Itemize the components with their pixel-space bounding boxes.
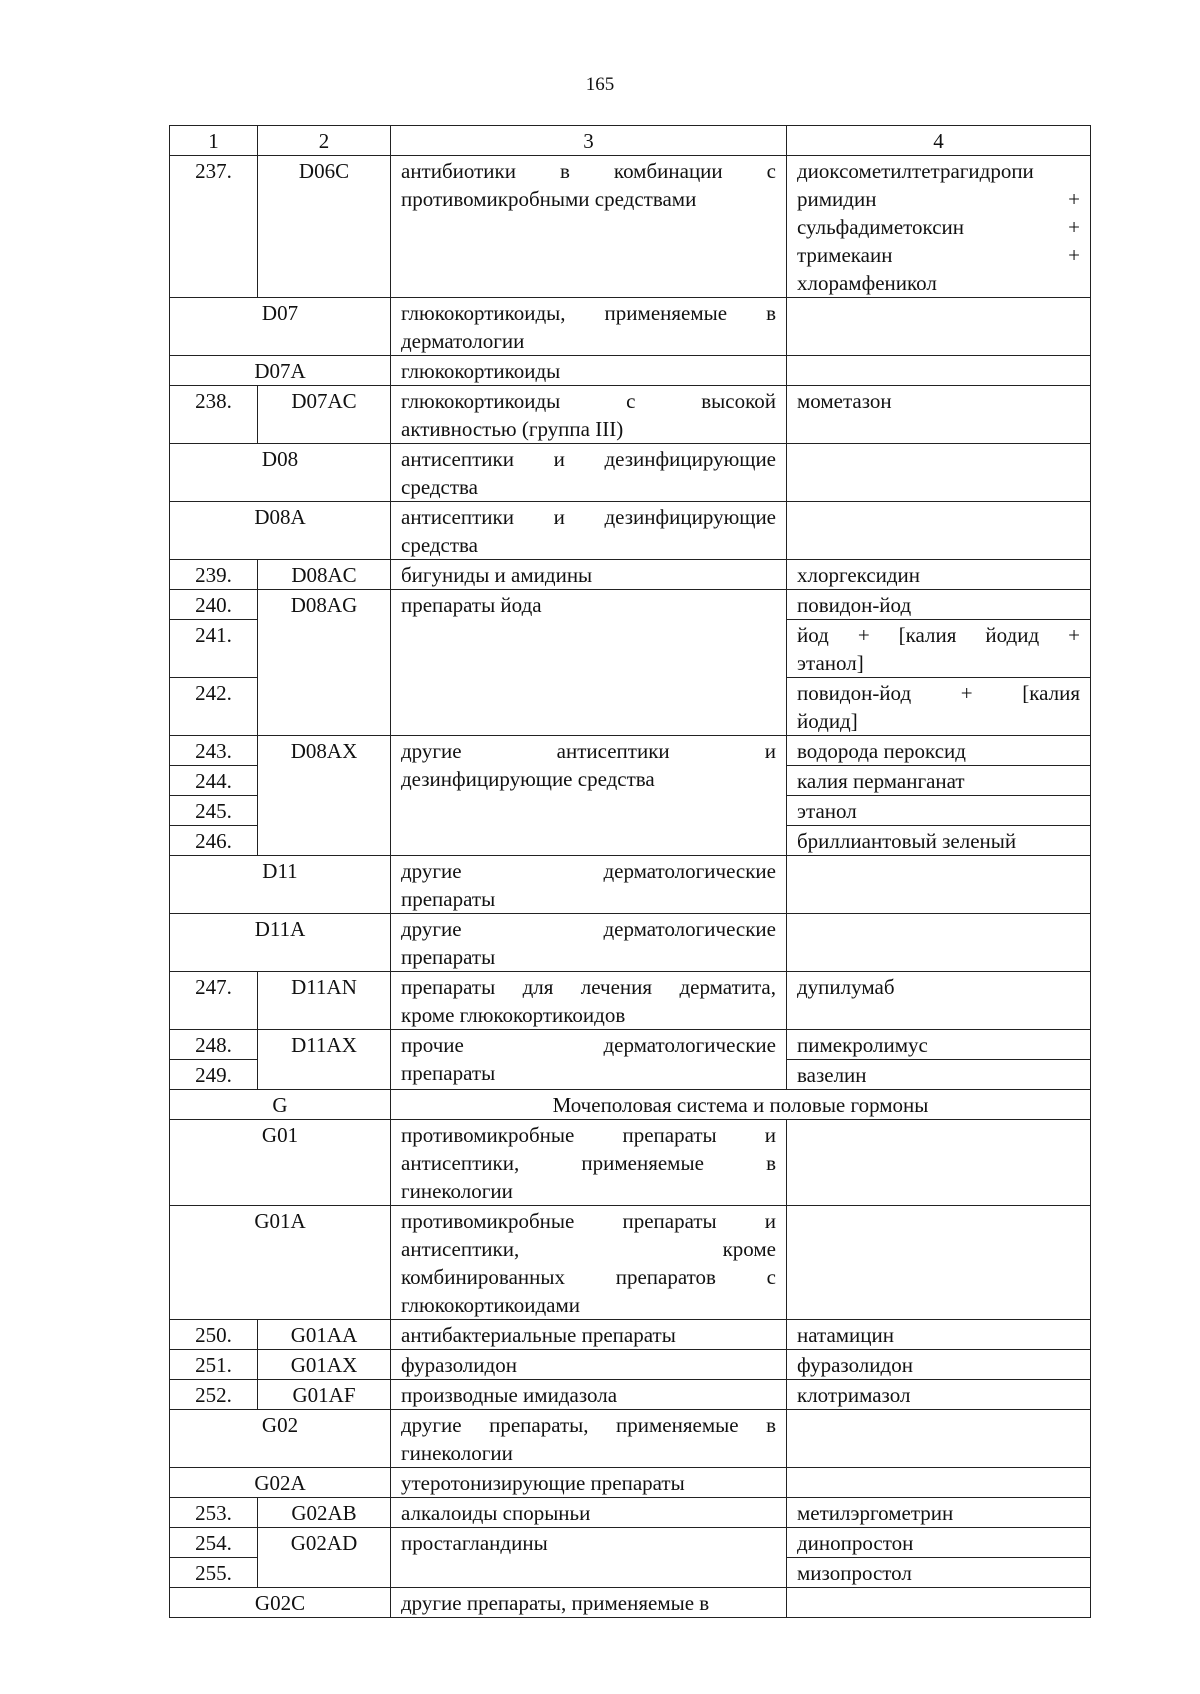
drug-name-line: римидин + xyxy=(797,187,1080,211)
table-header-row xyxy=(170,126,1091,156)
drug-name-line: йод + [калия йодид + xyxy=(797,623,1080,647)
group-code: D08A xyxy=(170,502,391,560)
drug-name xyxy=(787,678,1091,736)
description-line: другие антисептики и xyxy=(401,739,776,763)
row-number: 239. xyxy=(170,560,258,590)
empty-drug-cell xyxy=(787,356,1091,386)
group-row xyxy=(170,1410,1091,1468)
atc-description xyxy=(391,1350,787,1380)
drug-name xyxy=(787,1350,1091,1380)
description-line: препараты для лечения дерматита, xyxy=(401,975,776,999)
empty-drug-cell xyxy=(787,1588,1091,1618)
group-code: G02 xyxy=(170,1410,391,1468)
atc-code: D08AG xyxy=(258,590,391,736)
group-description xyxy=(391,444,787,502)
row-number: 242. xyxy=(170,678,258,736)
drug-name xyxy=(787,1528,1091,1558)
section-row xyxy=(170,1090,1091,1120)
description-line: другие препараты, применяемые в xyxy=(401,1413,776,1437)
description-line: фуразолидон xyxy=(401,1353,517,1377)
atc-description xyxy=(391,560,787,590)
table-body xyxy=(170,126,1091,1618)
row-number: 241. xyxy=(170,620,258,678)
drug-name-line: мометазон xyxy=(797,389,892,413)
drug-name-line: пимекролимус xyxy=(797,1033,928,1057)
description-line: антисептики и дезинфицирующие xyxy=(401,447,776,471)
description-line: прочие дерматологические xyxy=(401,1033,776,1057)
table-row xyxy=(170,1498,1091,1528)
group-row xyxy=(170,856,1091,914)
description-line: другие дерматологические xyxy=(401,859,776,883)
drug-name xyxy=(787,972,1091,1030)
atc-description xyxy=(391,736,787,856)
empty-drug-cell xyxy=(787,444,1091,502)
drug-name xyxy=(787,386,1091,444)
row-number: 252. xyxy=(170,1380,258,1410)
description-line: противомикробные препараты и xyxy=(401,1209,776,1233)
empty-drug-cell xyxy=(787,502,1091,560)
atc-code: G02AB xyxy=(258,1498,391,1528)
drug-name xyxy=(787,560,1091,590)
section-code: G xyxy=(170,1090,391,1120)
description-line: простагландины xyxy=(401,1531,548,1555)
group-row xyxy=(170,1588,1091,1618)
row-number: 253. xyxy=(170,1498,258,1528)
group-row xyxy=(170,914,1091,972)
drug-name-line: натамицин xyxy=(797,1323,895,1347)
atc-code: G01AA xyxy=(258,1320,391,1350)
page-number: 165 xyxy=(585,74,615,95)
row-number: 246. xyxy=(170,826,258,856)
drug-name-line: водорода пероксид xyxy=(797,739,966,763)
table-row xyxy=(170,590,1091,620)
table-row xyxy=(170,1380,1091,1410)
description-line: глюкокортикоидами xyxy=(401,1293,581,1317)
group-row xyxy=(170,502,1091,560)
row-number: 240. xyxy=(170,590,258,620)
description-line: алкалоиды спорыньи xyxy=(401,1501,591,1525)
drug-name xyxy=(787,1380,1091,1410)
group-description xyxy=(391,914,787,972)
drug-name-line: повидон-йод xyxy=(797,593,912,617)
atc-description xyxy=(391,1528,787,1588)
atc-code: G01AX xyxy=(258,1350,391,1380)
drug-name xyxy=(787,796,1091,826)
atc-code: D08AX xyxy=(258,736,391,856)
atc-description xyxy=(391,590,787,736)
drug-name-line: калия перманганат xyxy=(797,769,965,793)
drug-name xyxy=(787,766,1091,796)
drug-name-line: дупилумаб xyxy=(797,975,895,999)
row-number: 245. xyxy=(170,796,258,826)
drug-name-line: тримекаин + xyxy=(797,243,1080,267)
group-code: G01A xyxy=(170,1206,391,1320)
atc-code: G02AD xyxy=(258,1528,391,1588)
table-row xyxy=(170,386,1091,444)
description-line: противомикробными средствами xyxy=(401,187,697,211)
section-title: Мочеполовая система и половые гормоны xyxy=(391,1090,1091,1120)
group-code: G01 xyxy=(170,1120,391,1206)
atc-description xyxy=(391,972,787,1030)
row-number: 247. xyxy=(170,972,258,1030)
drug-name xyxy=(787,590,1091,620)
drug-name-line: сульфадиметоксин + xyxy=(797,215,1080,239)
group-description xyxy=(391,356,787,386)
drug-name-line: вазелин xyxy=(797,1063,867,1087)
drug-name-line: фуразолидон xyxy=(797,1353,913,1377)
drug-name xyxy=(787,736,1091,766)
description-line: антибиотики в комбинации с xyxy=(401,159,776,183)
row-number: 244. xyxy=(170,766,258,796)
group-row xyxy=(170,1468,1091,1498)
drug-name xyxy=(787,1060,1091,1090)
group-description xyxy=(391,856,787,914)
group-code: G02A xyxy=(170,1468,391,1498)
group-code: D11A xyxy=(170,914,391,972)
group-code: D07A xyxy=(170,356,391,386)
atc-description xyxy=(391,1320,787,1350)
drug-name-line: этанол xyxy=(797,799,857,823)
atc-description xyxy=(391,1030,787,1090)
group-row xyxy=(170,298,1091,356)
group-code: D08 xyxy=(170,444,391,502)
description-line: активностью (группа III) xyxy=(401,417,624,441)
table-row xyxy=(170,736,1091,766)
group-code: G02C xyxy=(170,1588,391,1618)
group-description xyxy=(391,1206,787,1320)
table-row xyxy=(170,156,1091,298)
table-row xyxy=(170,1350,1091,1380)
description-line: глюкокортикоиды с высокой xyxy=(401,389,776,413)
atc-code: D06C xyxy=(258,156,391,298)
drug-name-line: мизопростол xyxy=(797,1561,912,1585)
empty-drug-cell xyxy=(787,1468,1091,1498)
drug-name xyxy=(787,1030,1091,1060)
drug-name-line: клотримазол xyxy=(797,1383,911,1407)
table-row xyxy=(170,1030,1091,1060)
description-line: глюкокортикоиды, применяемые в xyxy=(401,301,776,325)
description-line: другие дерматологические xyxy=(401,917,776,941)
description-line: утеротонизирующие препараты xyxy=(401,1471,685,1495)
drug-name-line: хлоргексидин xyxy=(797,563,921,587)
description-line: препараты xyxy=(401,945,496,969)
drug-name-line: динопростон xyxy=(797,1531,914,1555)
group-description xyxy=(391,502,787,560)
description-line: антисептики, кроме xyxy=(401,1237,776,1261)
empty-drug-cell xyxy=(787,914,1091,972)
empty-drug-cell xyxy=(787,1206,1091,1320)
table-row xyxy=(170,972,1091,1030)
description-line: средства xyxy=(401,533,479,557)
table-row xyxy=(170,1528,1091,1558)
description-line: средства xyxy=(401,475,479,499)
empty-drug-cell xyxy=(787,1410,1091,1468)
empty-drug-cell xyxy=(787,298,1091,356)
atc-description xyxy=(391,1498,787,1528)
drug-name-line: этанол] xyxy=(797,651,864,675)
description-line: антисептики, применяемые в xyxy=(401,1151,776,1175)
drug-name-line: хлорамфеникол xyxy=(797,271,937,295)
drug-name-line: повидон-йод + [калия xyxy=(797,681,1080,705)
atc-description xyxy=(391,386,787,444)
group-row xyxy=(170,1206,1091,1320)
atc-code: G01AF xyxy=(258,1380,391,1410)
header-col-4: 4 xyxy=(787,126,1091,156)
empty-drug-cell xyxy=(787,856,1091,914)
description-line: дезинфицирующие средства xyxy=(401,767,655,791)
description-line: гинекологии xyxy=(401,1179,513,1203)
row-number: 243. xyxy=(170,736,258,766)
drug-name xyxy=(787,620,1091,678)
row-number: 238. xyxy=(170,386,258,444)
drug-name xyxy=(787,1558,1091,1588)
description-line: дерматологии xyxy=(401,329,525,353)
group-description xyxy=(391,298,787,356)
description-line: противомикробные препараты и xyxy=(401,1123,776,1147)
description-line: производные имидазола xyxy=(401,1383,618,1407)
group-row xyxy=(170,444,1091,502)
description-line: другие препараты, применяемые в xyxy=(401,1591,710,1615)
atc-description xyxy=(391,1380,787,1410)
description-line: препараты xyxy=(401,1061,496,1085)
description-line: антибактериальные препараты xyxy=(401,1323,676,1347)
header-col-2: 2 xyxy=(258,126,391,156)
row-number: 250. xyxy=(170,1320,258,1350)
description-line: кроме глюкокортикоидов xyxy=(401,1003,626,1027)
description-line: гинекологии xyxy=(401,1441,513,1465)
description-line: препараты xyxy=(401,887,496,911)
group-description xyxy=(391,1588,787,1618)
description-line: бигуниды и амидины xyxy=(401,563,593,587)
drug-name xyxy=(787,1320,1091,1350)
row-number: 248. xyxy=(170,1030,258,1060)
row-number: 237. xyxy=(170,156,258,298)
drug-name xyxy=(787,156,1091,298)
group-row xyxy=(170,1120,1091,1206)
description-line: глюкокортикоиды xyxy=(401,359,561,383)
atc-code: D11AX xyxy=(258,1030,391,1090)
description-line: препараты йода xyxy=(401,593,542,617)
drug-name-line: бриллиантовый зеленый xyxy=(797,829,1017,853)
description-line: комбинированных препаратов с xyxy=(401,1265,776,1289)
group-code: D11 xyxy=(170,856,391,914)
row-number: 249. xyxy=(170,1060,258,1090)
group-description xyxy=(391,1120,787,1206)
drug-name-line: диоксометилтетрагидропи xyxy=(797,159,1034,183)
row-number: 254. xyxy=(170,1528,258,1558)
header-col-3: 3 xyxy=(391,126,787,156)
group-code: D07 xyxy=(170,298,391,356)
drug-name-line: йодид] xyxy=(797,709,858,733)
drug-name xyxy=(787,1498,1091,1528)
group-description xyxy=(391,1410,787,1468)
table-row xyxy=(170,560,1091,590)
drug-name-line: метилэргометрин xyxy=(797,1501,954,1525)
drug-classification-table xyxy=(169,125,1091,1618)
row-number: 251. xyxy=(170,1350,258,1380)
table-row xyxy=(170,1320,1091,1350)
atc-description xyxy=(391,156,787,298)
row-number: 255. xyxy=(170,1558,258,1588)
description-line: антисептики и дезинфицирующие xyxy=(401,505,776,529)
group-row xyxy=(170,356,1091,386)
atc-code: D07AC xyxy=(258,386,391,444)
group-description xyxy=(391,1468,787,1498)
header-col-1: 1 xyxy=(170,126,258,156)
drug-name xyxy=(787,826,1091,856)
atc-code: D08AC xyxy=(258,560,391,590)
atc-code: D11AN xyxy=(258,972,391,1030)
empty-drug-cell xyxy=(787,1120,1091,1206)
